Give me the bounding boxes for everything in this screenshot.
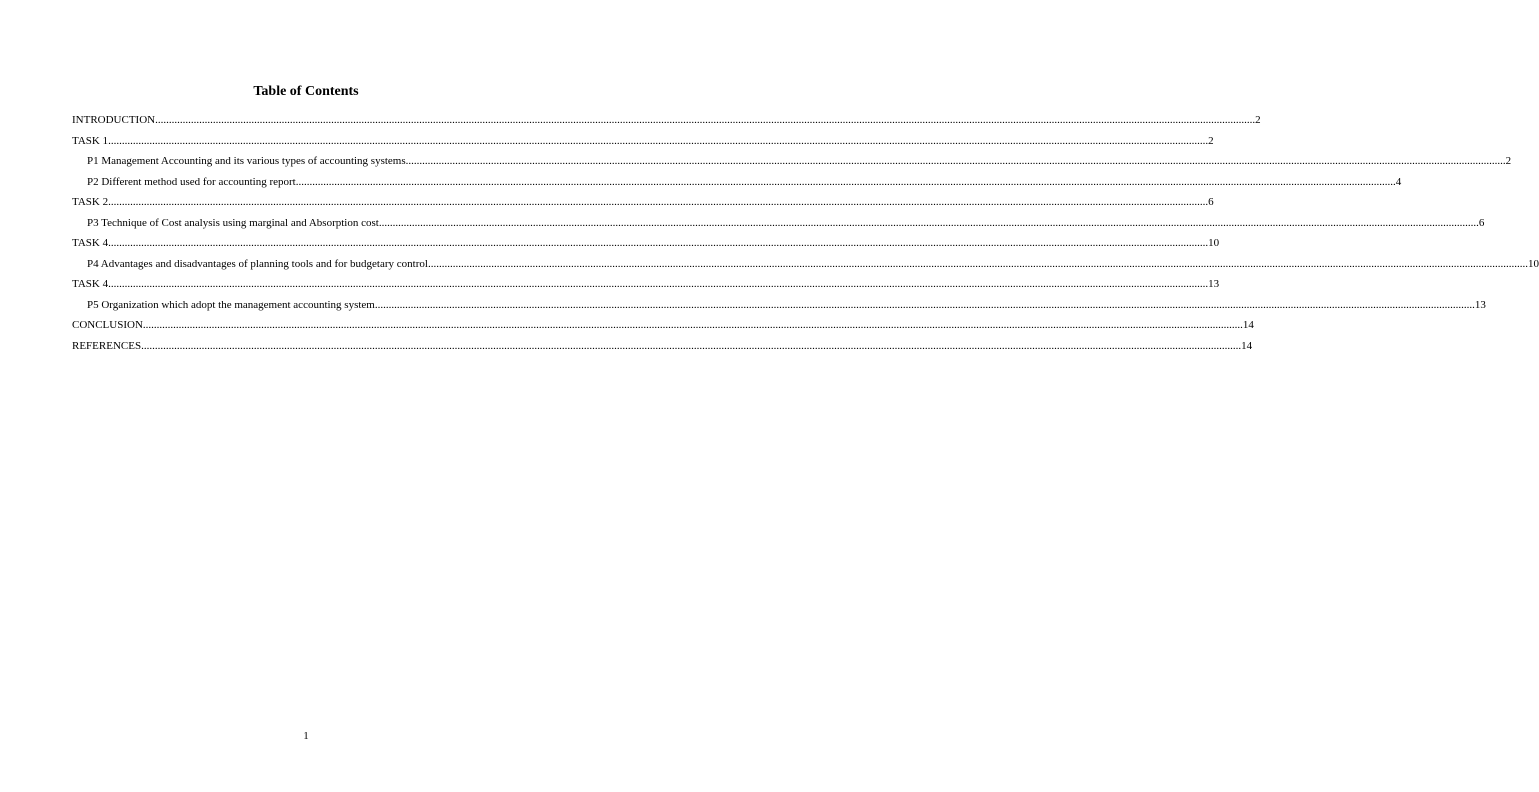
- toc-subentry[interactable]: [72, 257, 1539, 279]
- toc-entry-label: TASK 2: [72, 196, 109, 208]
- toc-leader-dots: ................................................................................................................................................................................................................................................................................................................................................................................................................: [155, 114, 1256, 126]
- toc-subentry[interactable]: [72, 155, 1512, 176]
- toc-entry-label: TASK 4: [72, 278, 109, 290]
- toc-entry[interactable]: [72, 134, 1214, 156]
- toc-entry[interactable]: [72, 278, 1220, 299]
- toc-leader-dots: ................................................................................................................................................................................................................................................................................................................................................................................................................: [405, 155, 1506, 167]
- toc-entry-page: 4: [1395, 175, 1402, 188]
- toc-leader-dots: ................................................................................................................................................................................................................................................................................................................................................................................................................: [295, 175, 1396, 188]
- toc-entry[interactable]: [72, 319, 1254, 340]
- toc-entry-label: INTRODUCTION: [72, 114, 156, 126]
- toc-entry-label: P4 Advantages and disadvantages of planning tools and for budgetary control: [87, 257, 428, 270]
- toc-entry-label: P1 Management Accounting and its various types of accounting systems: [87, 155, 406, 167]
- toc-leader-dots: ................................................................................................................................................................................................................................................................................................................................................................................................................: [427, 257, 1528, 270]
- toc-entry-page: 2: [1208, 134, 1214, 147]
- page-number: 1: [303, 730, 309, 742]
- toc-entry-label: TASK 4: [72, 237, 109, 249]
- toc-entry-label: P2 Different method used for accounting report: [87, 175, 296, 188]
- toc-entry-page: 6: [1478, 216, 1485, 229]
- toc-leader-dots: ................................................................................................................................................................................................................................................................................................................................................................................................................: [108, 237, 1209, 249]
- toc-subentry[interactable]: [72, 298, 1486, 320]
- toc-entry[interactable]: [72, 196, 1214, 217]
- toc-entry[interactable]: [72, 237, 1220, 258]
- toc-entry-page: 2: [1255, 114, 1261, 126]
- toc-entry-page: 10: [1208, 237, 1220, 249]
- toc-entry-label: TASK 1: [72, 134, 109, 147]
- toc-entry-label: REFERENCES: [72, 339, 142, 352]
- toc-title: Table of Contents: [253, 84, 359, 99]
- toc-entry[interactable]: [72, 339, 1253, 361]
- toc-list: [72, 114, 1539, 360]
- toc-leader-dots: ................................................................................................................................................................................................................................................................................................................................................................................................................: [142, 319, 1243, 331]
- toc-entry-page: 10: [1527, 257, 1539, 270]
- toc-leader-dots: ................................................................................................................................................................................................................................................................................................................................................................................................................: [141, 339, 1242, 352]
- toc-leader-dots: ................................................................................................................................................................................................................................................................................................................................................................................................................: [378, 216, 1479, 229]
- toc-entry-page: 13: [1208, 278, 1220, 290]
- toc-entry-label: P5 Organization which adopt the management accounting system: [87, 298, 375, 311]
- toc-entry-page: 2: [1505, 155, 1512, 167]
- toc-leader-dots: ................................................................................................................................................................................................................................................................................................................................................................................................................: [108, 278, 1209, 290]
- toc-entry-page: 13: [1474, 298, 1486, 311]
- toc-entry-page: 14: [1242, 319, 1254, 331]
- toc-subentry[interactable]: [72, 175, 1402, 197]
- toc-leader-dots: ................................................................................................................................................................................................................................................................................................................................................................................................................: [374, 298, 1475, 311]
- toc-entry-label: P3 Technique of Cost analysis using marginal and Absorption cost: [87, 216, 379, 229]
- toc-leader-dots: ................................................................................................................................................................................................................................................................................................................................................................................................................: [108, 134, 1209, 147]
- toc-leader-dots: ................................................................................................................................................................................................................................................................................................................................................................................................................: [108, 196, 1209, 208]
- toc-subentry[interactable]: [72, 216, 1485, 238]
- toc-entry[interactable]: [72, 114, 1261, 135]
- toc-entry-page: 14: [1241, 339, 1253, 352]
- toc-entry-page: 6: [1208, 196, 1214, 208]
- toc-entry-label: CONCLUSION: [72, 319, 143, 331]
